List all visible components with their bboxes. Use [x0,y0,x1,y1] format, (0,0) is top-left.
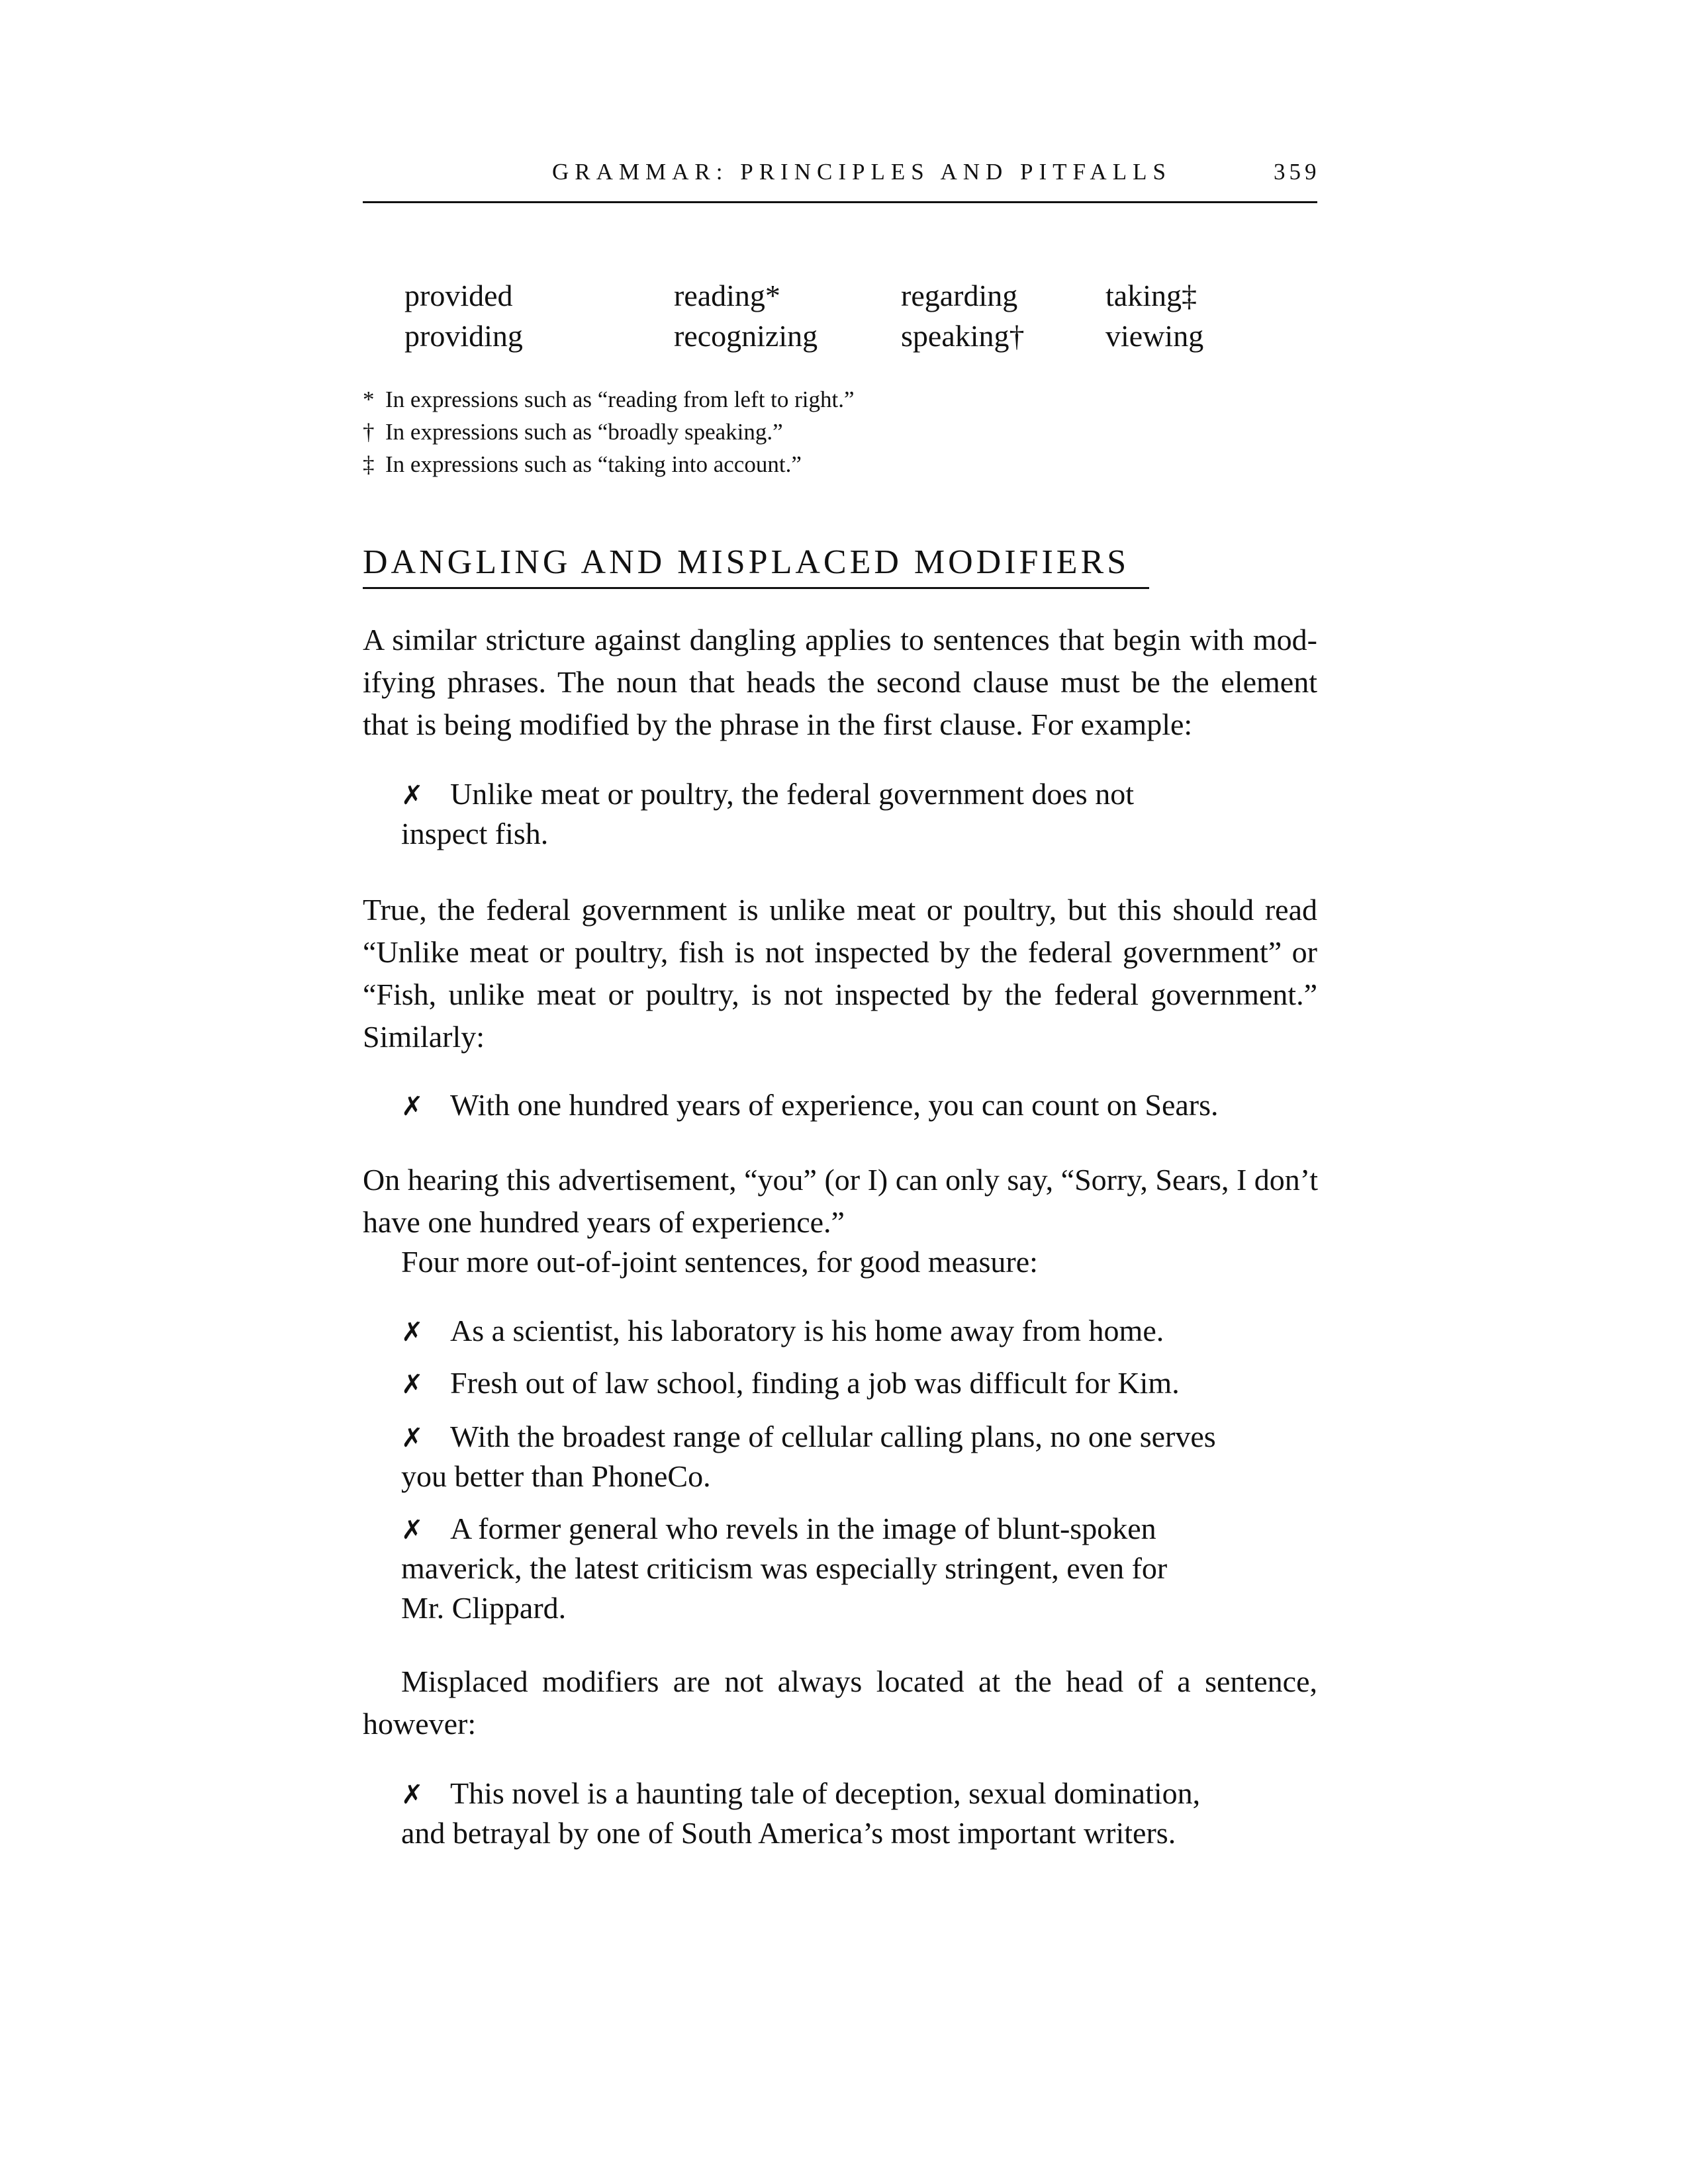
footnote-mark-asterisk: * [363,387,375,412]
x-mark-icon: ✗ [401,1780,424,1810]
x-mark-icon: ✗ [401,1317,424,1347]
x-mark-icon: ✗ [401,1091,424,1122]
heading-underline [363,587,1149,589]
example-text: A former general who revels in the image of blunt-spoken [450,1512,1156,1545]
example-text: Unlike meat or poultry, the federal government does not [450,777,1134,811]
text-line [401,1511,1156,1546]
text-line [401,1776,1200,1811]
x-mark-icon: ✗ [401,1369,424,1400]
text-line: A similar stricture against dangling applies to sentences that begin with mod- [363,623,1317,657]
text-line: Four more out-of-joint sentences, for good measure: [401,1245,1038,1279]
example-text: With one hundred years of experience, you can count on Sears. [450,1088,1219,1122]
text-line [401,776,1134,811]
text-line: that is being modified by the phrase in the first clause. For example: [363,707,1193,741]
word-cell: recognizing [674,319,818,353]
footnote-mark-double-dagger: ‡ [363,451,375,477]
word-cell: provided [404,279,513,312]
text-line: True, the federal government is unlike meat or poultry, but this should read [363,893,1317,927]
footnote [363,387,855,413]
footnote [363,451,802,478]
text-line [401,1365,1180,1400]
word-cell: providing [404,319,523,353]
text-line: have one hundred years of experience.” [363,1205,845,1239]
word-cell: taking‡ [1105,279,1197,312]
example-text: Fresh out of law school, finding a job was difficult for Kim. [450,1366,1180,1400]
x-mark-icon: ✗ [401,780,424,811]
text-line: Mr. Clippard. [401,1591,567,1625]
text-line: “Unlike meat or poultry, fish is not inspected by the federal government” or [363,935,1317,969]
footnote-text: In expressions such as “reading from left to right.” [385,387,855,412]
word-cell: viewing [1105,319,1204,353]
page-number: 359 [1274,159,1321,185]
text-line: and betrayal by one of South America’s most important writers. [401,1816,1176,1850]
footnote-text: In expressions such as “taking into account.” [385,451,802,477]
x-mark-icon: ✗ [401,1423,424,1453]
text-line: On hearing this advertisement, “you” (or I) can only say, “Sorry, Sears, I don’t [363,1163,1319,1197]
text-line [401,1419,1216,1454]
text-line: “Fish, unlike meat or poultry, is not inspected by the federal government.” [363,978,1317,1011]
section-heading: DANGLING AND MISPLACED MODIFIERS [363,543,1130,581]
header-rule [363,201,1317,203]
example-text: This novel is a haunting tale of deception, sexual domination, [450,1776,1201,1810]
x-mark-icon: ✗ [401,1515,424,1545]
example-text: With the broadest range of cellular calling plans, no one serves [450,1420,1216,1453]
running-header-title: GRAMMAR: PRINCIPLES AND PITFALLS [552,159,1172,185]
text-line: ifying phrases. The noun that heads the second clause must be the element [363,665,1317,699]
text-line [401,1313,1164,1348]
text-line: Similarly: [363,1020,485,1054]
word-cell: reading* [674,279,780,312]
text-line: maverick, the latest criticism was especially stringent, even for [401,1551,1168,1585]
footnote-mark-dagger: † [363,419,375,445]
text-line: inspect fish. [401,817,549,850]
example-text: As a scientist, his laboratory is his home away from home. [450,1314,1164,1347]
text-line: however: [363,1707,477,1741]
text-line [401,1087,1219,1122]
text-line: you better than PhoneCo. [401,1459,711,1493]
word-cell: speaking† [901,319,1025,353]
footnote [363,419,783,445]
footnote-text: In expressions such as “broadly speaking.” [385,419,783,445]
text-line: Misplaced modifiers are not always located at the head of a sentence, [401,1664,1317,1698]
word-cell: regarding [901,279,1018,312]
